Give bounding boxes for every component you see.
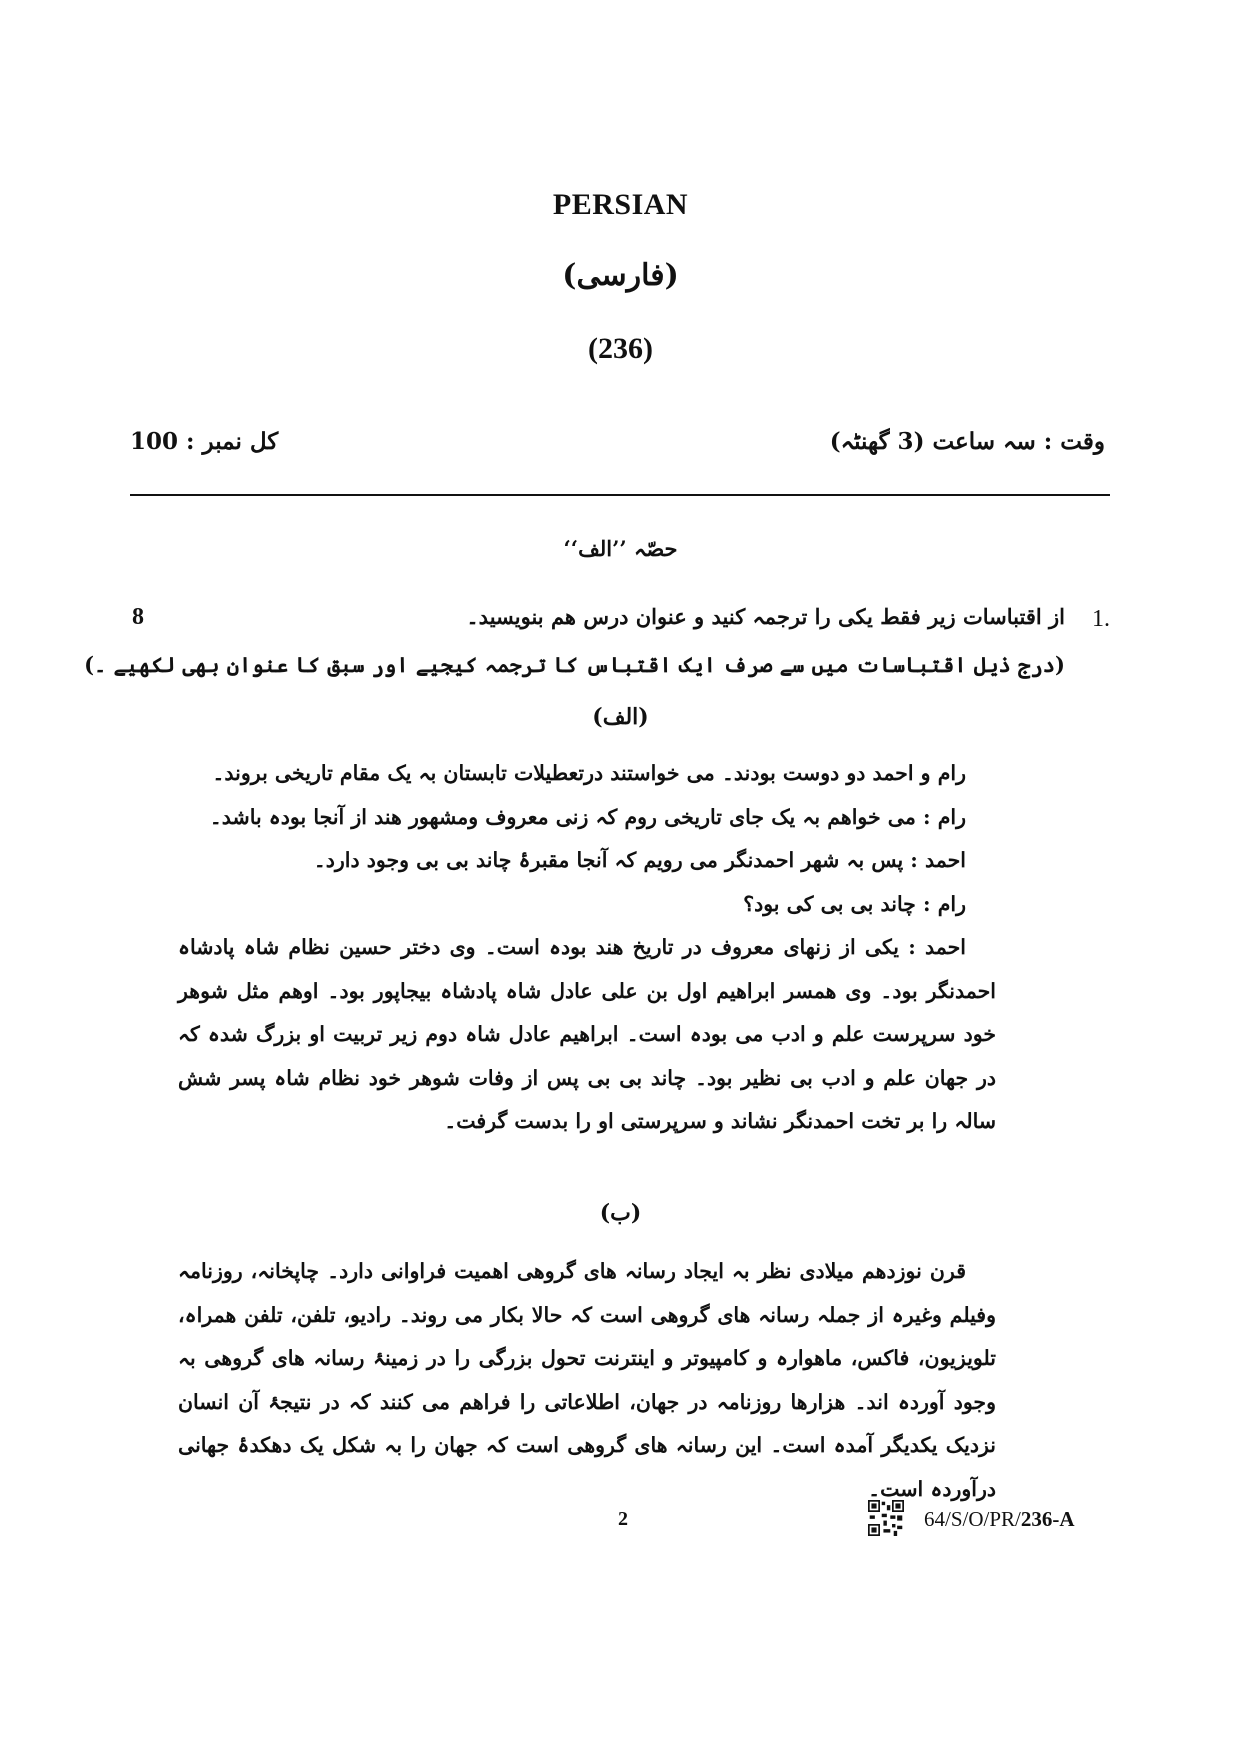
dialogue-paragraph: احمد : یکی از زنھای معروف در تاریخ ھند بودہ است۔ وی دختر حسین نظام شاہ پادشاہ احمدنگر بود۔ وی ھمسر ابراھیم اول بن علی عادل شاہ پادشاہ بیجاپور بود۔ اوھم مثل شوھر خود سرپرست علم و ادب می بودہ است۔ ابراھیم عادل شاہ دوم زیر تربیت او بزرگ شدہ کہ در جھان علم و ادب بی نظیر بود۔ چاند بی بی پس از وفات شوھر خود نظام شاہ پسر شش سالہ را بر تخت احمدنگر نشاند و سرپرستی او را بدست گرفت۔ [178,935,996,1133]
exam-title-persian: (فارسی) [562,258,679,293]
question-number: 1. [1092,606,1110,632]
question-instruction-urdu: (درج ذیل اقتباسات میں سے صرف ایک اقتباس کا ترجمہ کیجیے اور سبق کا عنوان بھی لکھیے ۔) [84,652,1065,677]
dialogue-line: رام : می خواھم بہ یک جای تاریخی روم کہ زنی معروف ومشھور ھند از آنجا بودہ باشد۔ [209,804,966,829]
passage-a [178,752,996,1144]
exam-title-english: PERSIAN [552,188,689,221]
passage-b [178,1250,996,1511]
dialogue-line: احمد : پس بہ شھر احمدنگر می رویم کہ آنجا مقبرۂ چاند بی بی وجود دارد۔ [313,848,966,872]
qr-code-icon [868,1500,904,1536]
dialogue-line: رام و احمد دو دوست بودند۔ می خواستند درتعطیلات تابستان بہ یک مقام تاریخی بروند۔ [212,761,966,785]
document-code-suffix: 236-A [1020,1507,1075,1531]
document-code [924,1507,1075,1532]
page-number: 2 [618,1508,628,1530]
passage-b-paragraph: قرن نوزدھم میلادی نظر بہ ایجاد رسانہ ھای گروھی اھمیت فراوانی دارد۔ چاپخانہ، روزنامہ وفیلم وغیرہ از جملہ رسانہ ھای گروھی است کہ حالا بکار می روند۔ رادیو، تلفن، تلفن ھمراہ، تلویزیون، فاکس، ماھوارہ و کامپیوتر و اینترنت تحول بزرگی را در زمینۂ رسانہ ھای گروھی بہ وجود آوردہ اند۔ ھزارھا روزنامہ در جھان، اطلاعاتی را فراھم می کنند کہ در نتیجۂ آن انسان نزدیک یکدیگر آمدہ است۔ این رسانہ ھای گروھی است کہ جھان را بہ شکل یک دھکدۂ جھانی درآوردہ است۔ [178,1259,996,1501]
passage-a-label: (الف) [592,704,649,730]
question-marks: 8 [132,604,144,630]
total-marks: کل نمبر : 100 [130,428,279,455]
header-divider [130,494,1110,496]
passage-b-label: (ب) [599,1200,642,1226]
question-instruction-persian: از اقتباسات زیر فقط یکی را ترجمہ کنید و عنوان درس ھم بنویسید۔ [466,604,1065,629]
time-allowed: وقت : سہ ساعت (3 گھنٹہ) [829,428,1105,455]
section-title: حصّہ ’’الف‘‘ [563,536,678,561]
dialogue-line: رام : چاند بی بی کی بود؟ [743,891,966,916]
subject-code: (236) [588,332,653,365]
document-code-prefix: 64/S/O/PR/ [924,1507,1021,1531]
